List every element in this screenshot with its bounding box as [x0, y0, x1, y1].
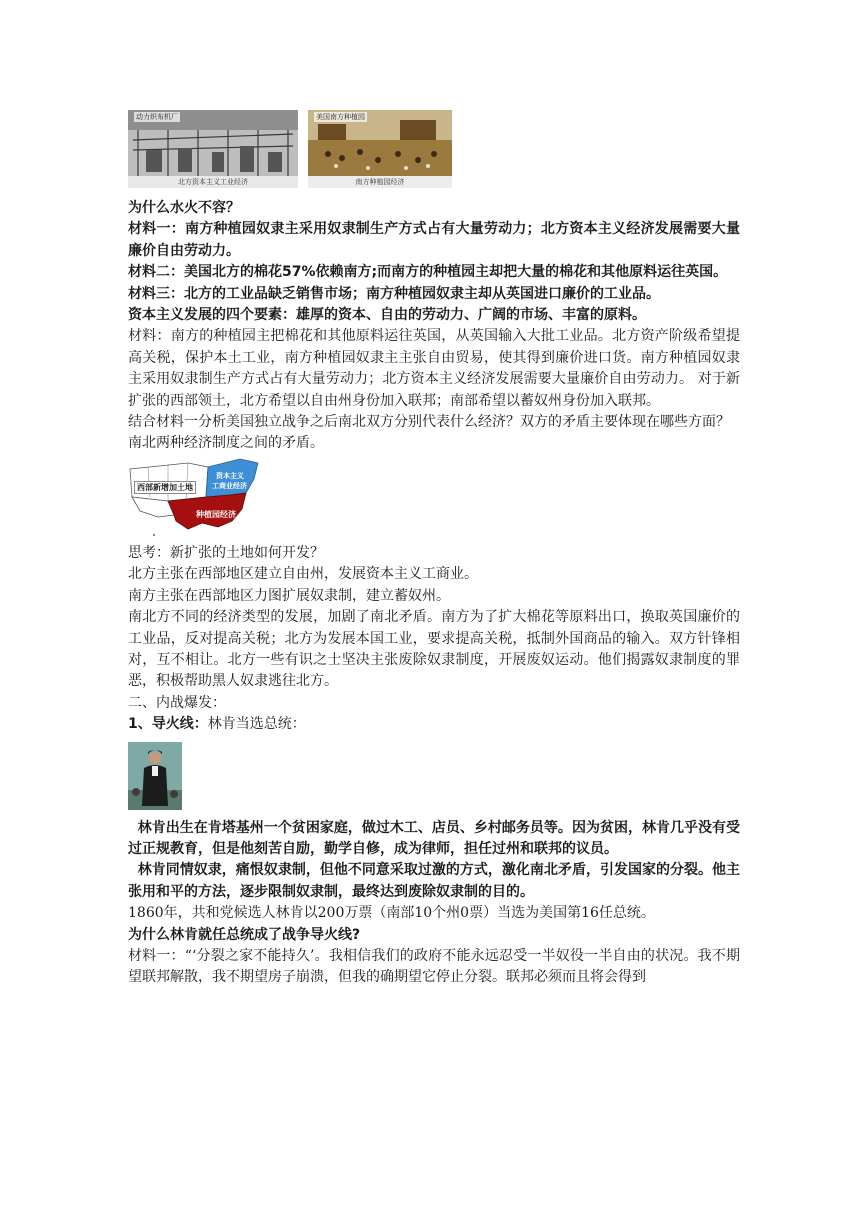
map-label-north-2: 工商业经济	[212, 481, 247, 490]
plantation-image	[308, 110, 452, 188]
paragraph: 材料：南方的种植园主把棉花和其他原料运往英国，从英国输入大批工业品。北方资产阶级希望提高关税，保护本土工业，南方种植园奴隶主主张自由贸易，使其得到廉价进口货。南方种植园奴隶主采用奴隶制生产方式占有大量劳动力；北方资本主义经济发展需要大量廉价自由劳动力。 对于新扩张的西部领土，北方希望以自由州身份加入联邦；南部希望以蓄奴州身份加入联邦。	[128, 328, 740, 409]
paragraph	[128, 714, 740, 735]
paragraph: 林肯出生在肯塔基州一个贫困家庭，做过木工、店员、乡村邮务员等。因为贫困，林肯几乎没有受过正规教育，但是他刻苦自励，勤学自修，成为律师，担任过州和联邦的议员。	[128, 819, 741, 857]
fuse-text: 林肯当选总统：	[207, 716, 306, 733]
paragraph: 为什么水火不容？	[128, 200, 240, 216]
map-label-west: 西部新增加土地	[134, 481, 196, 494]
paragraph: 材料一：南方种植园奴隶主采用奴隶制生产方式占有大量劳动力；北方资本主义经济发展需要大量廉价自由劳动力。	[128, 221, 740, 259]
plantation-image-caption: 南方种植园经济	[355, 178, 405, 186]
map-label-south: 种植园经济	[196, 509, 236, 519]
paragraph: 资本主义发展的四个要素：雄厚的资本、自由的劳动力、广阔的市场、丰富的原料。	[128, 307, 646, 324]
paragraph: 材料二：美国北方的棉花57%依赖南方;而南方的种植园主却把大量的棉花和其他原料运往英国。	[128, 264, 728, 281]
plantation-image-title: 美国南方种植园	[316, 113, 365, 121]
figure-row	[128, 110, 740, 188]
paragraph: 思考：新扩张的土地如何开发？	[128, 544, 324, 561]
map-label-north-1: 资本主义	[216, 471, 244, 480]
factory-image	[128, 110, 298, 188]
lincoln-portrait	[128, 742, 182, 810]
paragraph: 为什么林肯就任总统成了战争导火线?	[128, 926, 361, 943]
paragraph: 南北两种经济制度之间的矛盾。	[128, 435, 324, 452]
paragraph: 材料三：北方的工业品缺乏销售市场；南方种植园奴隶主却从英国进口廉价的工业品。	[128, 285, 660, 302]
paragraph: 材料一：“‘分裂之家不能持久’。我相信我们的政府不能永远忍受一半奴役一半自由的状况。我不期望联邦解散，我不期望房子崩溃，但我的确期望它停止分裂。联邦必须而且将会得到	[128, 947, 740, 986]
paragraph: 林肯同情奴隶，痛恨奴隶制，但他不同意采取过激的方式，激化南北矛盾，引发国家的分裂。他主张用和平的方法，逐步限制奴隶制，最终达到废除奴隶制的目的。	[128, 862, 741, 900]
fuse-label: 1、导火线：	[128, 716, 208, 733]
document-page	[128, 110, 740, 989]
paragraph: 二、内战爆发：	[128, 694, 226, 711]
paragraph: 南方主张在西部地区力图扩展奴隶制，建立蓄奴州。	[128, 587, 450, 604]
paragraph: 南北方不同的经济类型的发展，加剧了南北矛盾。南方为了扩大棉花等原料出口，换取英国廉价的工业品，反对提高关税；北方为发展本国工业，要求提高关税，抵制外国商品的输入。双方针锋相对，互不相让。北方一些有识之士坚决主张废除奴隶制度，开展废奴运动。他们揭露奴隶制度的罪恶，积极帮助黑人奴隶逃往北方。	[128, 609, 740, 690]
us-economy-map	[128, 457, 264, 539]
paragraph: 北方主张在西部地区建立自由州，发展资本主义工商业。	[128, 566, 478, 583]
factory-image-caption: 北方资本主义工业经济	[178, 178, 248, 186]
paragraph: 1860年，共和党候选人林肯以200万票（南部10个州0票）当选为美国第16任总统。	[128, 905, 655, 922]
paragraph: 结合材料一分析美国独立战争之后南北双方分别代表什么经济？双方的矛盾主要体现在哪些方面？	[128, 414, 730, 431]
factory-image-title: 动力织布机厂	[136, 113, 178, 121]
